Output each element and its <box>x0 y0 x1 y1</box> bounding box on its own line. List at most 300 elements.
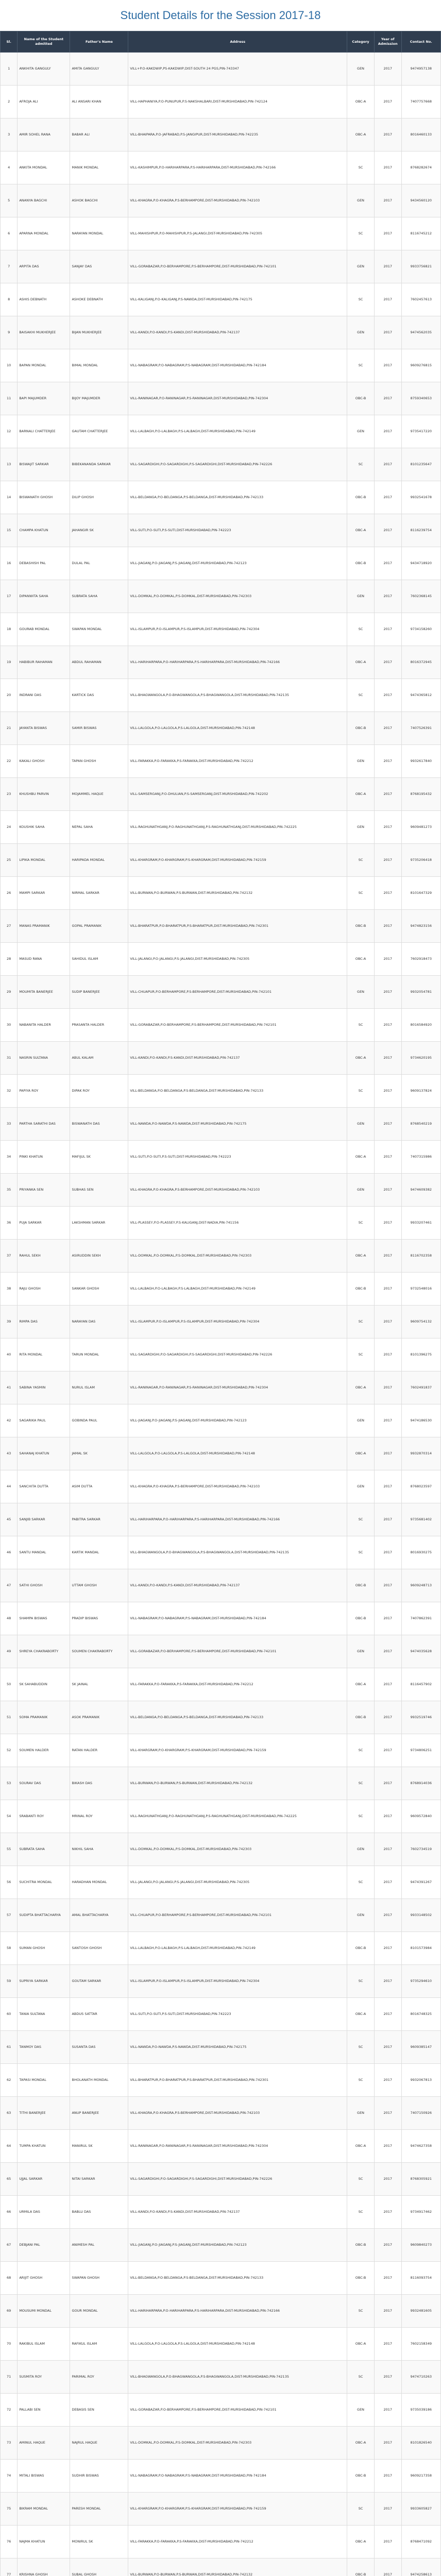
cell-student-name: MOUSUMI MONDAL <box>18 2295 70 2328</box>
cell-father-name: PARIMAL ROY <box>70 2361 128 2394</box>
cell-year: 2017 <box>374 2493 401 2526</box>
cell-father-name: MOJAMMEL HAQUE <box>70 778 128 811</box>
cell-address: VILL+P.O-KAKDWIP,PS-KAKDWIP,DIST-SOUTH 24 PGS,PIN-743347 <box>128 53 347 86</box>
cell-address: VILL-LALBAGH,P.O-LALBAGH,P.S-LALBAGH,DIST-MURSHIDABAD,PIN-742149 <box>128 415 347 448</box>
cell-category: OBC-A <box>347 1998 375 2031</box>
cell-contact: 9735681402 <box>401 1503 440 1536</box>
cell-father-name: SOUMEN CHAKRABORTY <box>70 1635 128 1668</box>
cell-address: VILL-LALBAGH,P.O-LALBAGH,P.S-LALBAGH,DIST-MURSHIDABAD,PIN-742149 <box>128 1932 347 1965</box>
cell-student-name: KHUSHBU PARVIN <box>18 778 70 811</box>
cell-address: VILL-HARIHARPARA,P.O-HARIHARPARA,P.S-HARIHARPARA,DIST-MURSHIDABAD,PIN-742166 <box>128 646 347 679</box>
cell-category: SC <box>347 2031 375 2064</box>
cell-student-name: SUMAN GHOSH <box>18 1932 70 1965</box>
cell-year: 2017 <box>374 2031 401 2064</box>
cell-father-name: JAMAL SK <box>70 1437 128 1470</box>
cell-student-name: TUMPA KHATUN <box>18 2130 70 2163</box>
cell-father-name: SWAPAN GHOSH <box>70 2262 128 2295</box>
table-row <box>1 2328 441 2361</box>
cell-address: VILL-RANINAGAR,P.O-RANINAGAR,P.S-RANINAGAR,DIST-MURSHIDABAD,PIN-742304 <box>128 382 347 415</box>
cell-contact: 7407150926 <box>401 2097 440 2130</box>
cell-sl: 6 <box>1 217 18 250</box>
cell-year: 2017 <box>374 679 401 712</box>
cell-address: VILL-RANINAGAR,P.O-RANINAGAR,P.S-RANINAGAR,DIST-MURSHIDABAD,PIN-742304 <box>128 1371 347 1404</box>
cell-contact: 8768282674 <box>401 151 440 184</box>
cell-year: 2017 <box>374 2295 401 2328</box>
cell-year: 2017 <box>374 1306 401 1338</box>
cell-year: 2017 <box>374 1800 401 1833</box>
cell-contact: 8768305921 <box>401 2163 440 2196</box>
cell-father-name: TAPAN GHOSH <box>70 745 128 778</box>
cell-sl: 7 <box>1 250 18 283</box>
cell-student-name: GOURAB MONDAL <box>18 613 70 646</box>
cell-address: VILL-LALGOLA,P.O-LALGOLA,P.S-LALGOLA,DIST-MURSHIDABAD,PIN-742148 <box>128 1437 347 1470</box>
cell-category: SC <box>347 1009 375 1042</box>
cell-address: VILL-SUTI,P.O-SUTI,P.S-SUTI,DIST-MURSHIDABAD,PIN-742223 <box>128 1998 347 2031</box>
table-row <box>1 2262 441 2295</box>
cell-year: 2017 <box>374 1998 401 2031</box>
cell-address: VILL-BHARATPUR,P.O-BHARATPUR,P.S-BHARATPUR,DIST-MURSHIDABAD,PIN-742301 <box>128 2064 347 2097</box>
cell-address: VILL-KANDI,P.O-KANDI,P.S-KANDI,DIST-MURSHIDABAD,PIN-742137 <box>128 2196 347 2229</box>
cell-contact: 8768540219 <box>401 1108 440 1141</box>
cell-father-name: HARADHAN MONDAL <box>70 1866 128 1899</box>
cell-year: 2017 <box>374 943 401 976</box>
cell-address: VILL-BURWAN,P.O-BURWAN,P.S-BURWAN,DIST-MURSHIDABAD,PIN-742132 <box>128 877 347 910</box>
cell-category: SC <box>347 1965 375 1998</box>
cell-year: 2017 <box>374 1965 401 1998</box>
header-category: Category <box>347 31 375 53</box>
cell-father-name: GOUTAM SARKAR <box>70 1965 128 1998</box>
cell-contact: 8016584920 <box>401 1009 440 1042</box>
cell-father-name: SUBHAS SEN <box>70 1174 128 1207</box>
table-row <box>1 217 441 250</box>
cell-contact: 7602918473 <box>401 943 440 976</box>
cell-category: SC <box>347 217 375 250</box>
cell-father-name: MONIRUL SK <box>70 2526 128 2558</box>
cell-contact: 8768195432 <box>401 778 440 811</box>
cell-sl: 23 <box>1 778 18 811</box>
cell-sl: 63 <box>1 2097 18 2130</box>
cell-father-name: UTTAM GHOSH <box>70 1569 128 1602</box>
cell-student-name: UJJAL SARKAR <box>18 2163 70 2196</box>
cell-year: 2017 <box>374 580 401 613</box>
table-row <box>1 415 441 448</box>
cell-address: VILL-LALGOLA,P.O-LALGOLA,P.S-LALGOLA,DIST-MURSHIDABAD,PIN-742148 <box>128 2328 347 2361</box>
cell-contact: 9474627358 <box>401 2130 440 2163</box>
cell-year: 2017 <box>374 415 401 448</box>
cell-contact: 9474609382 <box>401 1174 440 1207</box>
cell-year: 2017 <box>374 1833 401 1866</box>
cell-father-name: DIPAK ROY <box>70 1075 128 1108</box>
table-row <box>1 712 441 745</box>
cell-address: VILL-KHAGRA,P.O-KHAGRA,P.S-BERHAMPORE,DIST-MURSHIDABAD,PIN-742103 <box>128 184 347 217</box>
table-row <box>1 1734 441 1767</box>
cell-sl: 75 <box>1 2493 18 2526</box>
cell-sl: 43 <box>1 1437 18 1470</box>
table-row <box>1 1833 441 1866</box>
cell-contact: 9609481273 <box>401 811 440 844</box>
cell-sl: 32 <box>1 1075 18 1108</box>
cell-sl: 76 <box>1 2526 18 2558</box>
cell-contact: 9609137824 <box>401 1075 440 1108</box>
cell-category: SC <box>347 679 375 712</box>
table-row <box>1 1437 441 1470</box>
cell-sl: 61 <box>1 2031 18 2064</box>
table-row <box>1 745 441 778</box>
cell-sl: 4 <box>1 151 18 184</box>
header-address: Address <box>128 31 347 53</box>
cell-contact: 9732548016 <box>401 1273 440 1306</box>
table-row <box>1 646 441 679</box>
cell-address: VILL-NABAGRAM,P.O-NABAGRAM,P.S-NABAGRAM,DIST-MURSHIDABAD,PIN-742184 <box>128 349 347 382</box>
cell-contact: 9474391267 <box>401 1866 440 1899</box>
table-row <box>1 2427 441 2460</box>
cell-year: 2017 <box>374 2262 401 2295</box>
cell-student-name: KAKALI GHOSH <box>18 745 70 778</box>
table-row <box>1 580 441 613</box>
cell-category: SC <box>347 1800 375 1833</box>
cell-year: 2017 <box>374 2361 401 2394</box>
header-father-name: Father's Name <box>70 31 128 53</box>
cell-student-name: KOUSHIK SAHA <box>18 811 70 844</box>
cell-category: GEN <box>347 184 375 217</box>
cell-sl: 33 <box>1 1108 18 1141</box>
cell-category: GEN <box>347 1899 375 1932</box>
cell-father-name: ASIM DUTTA <box>70 1470 128 1503</box>
cell-sl: 73 <box>1 2427 18 2460</box>
cell-father-name: NARAYAN MONDAL <box>70 217 128 250</box>
cell-contact: 9933207461 <box>401 1207 440 1240</box>
cell-contact: 9735417220 <box>401 415 440 448</box>
cell-address: VILL-MAHISHPUR,P.O-MAHISHPUR,P.S-JALANGI,DIST-MURSHIDABAD,PIN-742305 <box>128 217 347 250</box>
cell-year: 2017 <box>374 1602 401 1635</box>
cell-student-name: DEBJANI PAL <box>18 2229 70 2262</box>
cell-sl: 72 <box>1 2394 18 2427</box>
cell-student-name: JAYANTA BISWAS <box>18 712 70 745</box>
cell-student-name: AMINUL HAQUE <box>18 2427 70 2460</box>
cell-student-name: SOURAV DAS <box>18 1767 70 1800</box>
cell-contact: 7407315986 <box>401 1141 440 1174</box>
cell-student-name: PRIYANKA SEN <box>18 1174 70 1207</box>
cell-year: 2017 <box>374 1042 401 1075</box>
cell-sl: 26 <box>1 877 18 910</box>
cell-father-name: BHOLANATH MONDAL <box>70 2064 128 2097</box>
cell-category: OBC-B <box>347 2229 375 2262</box>
cell-father-name: AMAL BHATTACHARYA <box>70 1899 128 1932</box>
student-details-table <box>0 31 441 2576</box>
cell-category: SC <box>347 844 375 877</box>
cell-address: VILL-SAMSERGANJ,P.O-DHULIAN,P.S-SAMSERGANJ,DIST-MURSHIDABAD,PIN-742202 <box>128 778 347 811</box>
table-row <box>1 1174 441 1207</box>
cell-address: VILL-BHAGWANGOLA,P.O-BHAGWANGOLA,P.S-BHAGWANGOLA,DIST-MURSHIDABAD,PIN-742135 <box>128 2361 347 2394</box>
table-row <box>1 1470 441 1503</box>
cell-address: VILL-FARAKKA,P.O-FARAKKA,P.S-FARAKKA,DIST-MURSHIDABAD,PIN-742212 <box>128 745 347 778</box>
table-row <box>1 943 441 976</box>
table-row <box>1 2229 441 2262</box>
cell-year: 2017 <box>374 2196 401 2229</box>
cell-year: 2017 <box>374 1536 401 1569</box>
cell-year: 2017 <box>374 1635 401 1668</box>
cell-student-name: BAPAN MONDAL <box>18 349 70 382</box>
cell-category: OBC-B <box>347 712 375 745</box>
cell-address: VILL-DOMKAL,P.O-DOMKAL,P.S-DOMKAL,DIST-MURSHIDABAD,PIN-742303 <box>128 2427 347 2460</box>
cell-student-name: DEBASHISH PAL <box>18 547 70 580</box>
table-row <box>1 2361 441 2394</box>
cell-father-name: GOUR MONDAL <box>70 2295 128 2328</box>
cell-contact: 9932519746 <box>401 1701 440 1734</box>
cell-year: 2017 <box>374 778 401 811</box>
cell-student-name: BARNALI CHATTERJEE <box>18 415 70 448</box>
cell-father-name: BIMAL MONDAL <box>70 349 128 382</box>
cell-sl: 74 <box>1 2460 18 2493</box>
cell-student-name: LIPIKA MONDAL <box>18 844 70 877</box>
cell-sl: 30 <box>1 1009 18 1042</box>
cell-category: OBC-B <box>347 547 375 580</box>
cell-contact: 8101235647 <box>401 448 440 481</box>
table-row <box>1 910 441 943</box>
cell-sl: 66 <box>1 2196 18 2229</box>
cell-contact: 8016460133 <box>401 118 440 151</box>
cell-sl: 59 <box>1 1965 18 1998</box>
cell-address: VILL-KHARGRAM,P.O-KHARGRAM,P.S-KHARGRAM,DIST-MURSHIDABAD,PIN-742159 <box>128 1734 347 1767</box>
cell-father-name: ANIMESH PAL <box>70 2229 128 2262</box>
cell-sl: 38 <box>1 1273 18 1306</box>
cell-sl: 14 <box>1 481 18 514</box>
cell-student-name: SHAMPA BISWAS <box>18 1602 70 1635</box>
cell-father-name: ASHOKE DEBNATH <box>70 283 128 316</box>
cell-category: SC <box>347 1866 375 1899</box>
cell-year: 2017 <box>374 217 401 250</box>
table-row <box>1 2163 441 2196</box>
cell-student-name: SOMA PRAMANIK <box>18 1701 70 1734</box>
cell-student-name: SANJIB SARKAR <box>18 1503 70 1536</box>
cell-category: OBC-B <box>347 2262 375 2295</box>
cell-contact: 9474258613 <box>401 2558 440 2576</box>
cell-year: 2017 <box>374 1174 401 1207</box>
cell-father-name: SUBRATA SAHA <box>70 580 128 613</box>
cell-sl: 48 <box>1 1602 18 1635</box>
table-row <box>1 382 441 415</box>
cell-student-name: ASHIS DEBNATH <box>18 283 70 316</box>
cell-address: VILL-BELDANGA,P.O-BELDANGA,P.S-BELDANGA,DIST-MURSHIDABAD,PIN-742133 <box>128 1075 347 1108</box>
table-row <box>1 2394 441 2427</box>
cell-address: VILL-ISLAMPUR,P.O-ISLAMPUR,P.S-ISLAMPUR,DIST-MURSHIDABAD,PIN-742304 <box>128 1965 347 1998</box>
cell-year: 2017 <box>374 2394 401 2427</box>
cell-contact: 8116702358 <box>401 1240 440 1273</box>
cell-category: SC <box>347 2295 375 2328</box>
cell-category: SC <box>347 2361 375 2394</box>
cell-year: 2017 <box>374 151 401 184</box>
cell-student-name: SUSMITA ROY <box>18 2361 70 2394</box>
cell-sl: 36 <box>1 1207 18 1240</box>
table-row <box>1 1602 441 1635</box>
cell-contact: 8116457902 <box>401 1668 440 1701</box>
header-student-name: Name of the Student admitted <box>18 31 70 53</box>
cell-address: VILL-KHAGRA,P.O-KHAGRA,P.S-BERHAMPORE,DIST-MURSHIDABAD,PIN-742103 <box>128 2097 347 2130</box>
cell-category: OBC-A <box>347 2427 375 2460</box>
cell-address: VILL-KANDI,P.O-KANDI,P.S-KANDI,DIST-MURSHIDABAD,PIN-742137 <box>128 1042 347 1075</box>
cell-address: VILL-DOMKAL,P.O-DOMKAL,P.S-DOMKAL,DIST-MURSHIDABAD,PIN-742303 <box>128 1833 347 1866</box>
cell-father-name: KARTIK MANDAL <box>70 1536 128 1569</box>
cell-year: 2017 <box>374 86 401 118</box>
cell-father-name: ALI ANSARI KHAN <box>70 86 128 118</box>
cell-address: VILL-LALGOLA,P.O-LALGOLA,P.S-LALGOLA,DIST-MURSHIDABAD,PIN-742148 <box>128 712 347 745</box>
cell-category: GEN <box>347 1174 375 1207</box>
cell-contact: 8016930275 <box>401 1536 440 1569</box>
cell-address: VILL-HARIHARPARA,P.O-HARIHARPARA,P.S-HARIHARPARA,DIST-MURSHIDABAD,PIN-742166 <box>128 2295 347 2328</box>
cell-sl: 62 <box>1 2064 18 2097</box>
cell-year: 2017 <box>374 877 401 910</box>
cell-year: 2017 <box>374 2328 401 2361</box>
cell-address: VILL-BELDANGA,P.O-BELDANGA,P.S-BELDANGA,DIST-MURSHIDABAD,PIN-742133 <box>128 1701 347 1734</box>
cell-contact: 8101647329 <box>401 877 440 910</box>
cell-student-name: SAGARIKA PAUL <box>18 1404 70 1437</box>
cell-category: SC <box>347 1503 375 1536</box>
cell-address: VILL-SAGARDIGHI,P.O-SAGARDIGHI,P.S-SAGARDIGHI,DIST-MURSHIDABAD,PIN-742226 <box>128 448 347 481</box>
cell-student-name: SUCHITRA MONDAL <box>18 1866 70 1899</box>
cell-student-name: SABINA YASMIN <box>18 1371 70 1404</box>
cell-sl: 47 <box>1 1569 18 1602</box>
cell-category: SC <box>347 2163 375 2196</box>
cell-address: VILL-GORABAZAR,P.O-BERHAMPORE,P.S-BERHAMPORE,DIST-MURSHIDABAD,PIN-742101 <box>128 250 347 283</box>
cell-year: 2017 <box>374 1009 401 1042</box>
cell-sl: 11 <box>1 382 18 415</box>
cell-contact: 9474365812 <box>401 679 440 712</box>
cell-category: OBC-B <box>347 1701 375 1734</box>
cell-student-name: BIKRAM MONDAL <box>18 2493 70 2526</box>
cell-contact: 9474186530 <box>401 1404 440 1437</box>
cell-category: SC <box>347 448 375 481</box>
header-year: Year of Admission <box>374 31 401 53</box>
cell-contact: 7602158349 <box>401 2328 440 2361</box>
cell-contact: 9474562035 <box>401 316 440 349</box>
table-row <box>1 679 441 712</box>
cell-category: OBC-B <box>347 2460 375 2493</box>
cell-father-name: SUDIP BANERJEE <box>70 976 128 1009</box>
table-row <box>1 2097 441 2130</box>
cell-address: VILL-FARAKKA,P.O-FARAKKA,P.S-FARAKKA,DIST-MURSHIDABAD,PIN-742212 <box>128 1668 347 1701</box>
table-row <box>1 2558 441 2576</box>
cell-student-name: RITA MONDAL <box>18 1338 70 1371</box>
cell-contact: 9735039186 <box>401 2394 440 2427</box>
header-contact: Contact No. <box>401 31 440 53</box>
cell-contact: 9474957138 <box>401 53 440 86</box>
cell-sl: 27 <box>1 910 18 943</box>
cell-year: 2017 <box>374 349 401 382</box>
table-row <box>1 1899 441 1932</box>
cell-year: 2017 <box>374 1240 401 1273</box>
cell-sl: 16 <box>1 547 18 580</box>
cell-category: GEN <box>347 1404 375 1437</box>
cell-category: SC <box>347 2064 375 2097</box>
cell-student-name: RAJU GHOSH <box>18 1273 70 1306</box>
table-row <box>1 1207 441 1240</box>
cell-contact: 9474710263 <box>401 2361 440 2394</box>
table-row <box>1 1668 441 1701</box>
cell-year: 2017 <box>374 1108 401 1141</box>
cell-contact: 9609572840 <box>401 1800 440 1833</box>
cell-father-name: BIKASH DAS <box>70 1767 128 1800</box>
cell-category: OBC-A <box>347 1668 375 1701</box>
cell-address: VILL-ISLAMPUR,P.O-ISLAMPUR,P.S-ISLAMPUR,DIST-MURSHIDABAD,PIN-742304 <box>128 1306 347 1338</box>
table-row <box>1 2196 441 2229</box>
cell-contact: 8101396275 <box>401 1338 440 1371</box>
cell-student-name: BAISAKHI MUKHERJEE <box>18 316 70 349</box>
cell-sl: 9 <box>1 316 18 349</box>
cell-contact: 9734620195 <box>401 1042 440 1075</box>
cell-year: 2017 <box>374 1668 401 1701</box>
cell-category: OBC-A <box>347 514 375 547</box>
cell-sl: 71 <box>1 2361 18 2394</box>
cell-sl: 20 <box>1 679 18 712</box>
cell-category: SC <box>347 1338 375 1371</box>
cell-year: 2017 <box>374 1207 401 1240</box>
cell-father-name: SANTOSH GHOSH <box>70 1932 128 1965</box>
table-row <box>1 547 441 580</box>
cell-category: SC <box>347 613 375 646</box>
cell-sl: 17 <box>1 580 18 613</box>
cell-category: OBC-B <box>347 1273 375 1306</box>
cell-contact: 9734917462 <box>401 2196 440 2229</box>
cell-year: 2017 <box>374 1734 401 1767</box>
cell-contact: 8116093754 <box>401 2262 440 2295</box>
cell-address: VILL-DOMKAL,P.O-DOMKAL,P.S-DOMKAL,DIST-MURSHIDABAD,PIN-742303 <box>128 580 347 613</box>
cell-sl: 29 <box>1 976 18 1009</box>
table-row <box>1 1273 441 1306</box>
table-row <box>1 1306 441 1338</box>
cell-address: VILL-KANDI,P.O-KANDI,P.S-KANDI,DIST-MURSHIDABAD,PIN-742137 <box>128 1569 347 1602</box>
cell-category: SC <box>347 877 375 910</box>
cell-category: OBC-B <box>347 910 375 943</box>
cell-year: 2017 <box>374 1141 401 1174</box>
cell-father-name: NIKHIL SAHA <box>70 1833 128 1866</box>
header-sl: Sl. <box>1 31 18 53</box>
table-row <box>1 151 441 184</box>
cell-year: 2017 <box>374 2130 401 2163</box>
cell-address: VILL-KHAGRA,P.O-KHAGRA,P.S-BERHAMPORE,DIST-MURSHIDABAD,PIN-742103 <box>128 1470 347 1503</box>
cell-category: GEN <box>347 1833 375 1866</box>
cell-contact: 8768023597 <box>401 1470 440 1503</box>
cell-sl: 60 <box>1 1998 18 2031</box>
cell-contact: 9434718920 <box>401 547 440 580</box>
cell-sl: 41 <box>1 1371 18 1404</box>
cell-year: 2017 <box>374 2460 401 2493</box>
cell-contact: 9932067813 <box>401 2064 440 2097</box>
cell-category: OBC-B <box>347 382 375 415</box>
cell-sl: 2 <box>1 86 18 118</box>
cell-contact: 9609276815 <box>401 349 440 382</box>
cell-year: 2017 <box>374 2427 401 2460</box>
cell-contact: 7602368145 <box>401 580 440 613</box>
cell-student-name: SATHI GHOSH <box>18 1569 70 1602</box>
cell-address: VILL-NABAGRAM,P.O-NABAGRAM,P.S-NABAGRAM,DIST-MURSHIDABAD,PIN-742184 <box>128 1602 347 1635</box>
table-row <box>1 1075 441 1108</box>
cell-student-name: DIPANWITA SAHA <box>18 580 70 613</box>
cell-contact: 8116745212 <box>401 217 440 250</box>
cell-address: VILL-DOMKAL,P.O-DOMKAL,P.S-DOMKAL,DIST-MURSHIDABAD,PIN-742303 <box>128 1240 347 1273</box>
cell-sl: 40 <box>1 1338 18 1371</box>
cell-year: 2017 <box>374 1866 401 1899</box>
cell-father-name: KARTICK DAS <box>70 679 128 712</box>
cell-address: VILL-JALANGI,P.O-JALANGI,P.S-JALANGI,DIST-MURSHIDABAD,PIN-742305 <box>128 1866 347 1899</box>
cell-address: VILL-BHAIPARA,P.O-JAFRABAD,P.S-JANGIPUR,DIST-MURSHIDABAD,PIN-742235 <box>128 118 347 151</box>
cell-contact: 9932541678 <box>401 481 440 514</box>
table-row <box>1 2493 441 2526</box>
cell-category: GEN <box>347 2394 375 2427</box>
cell-student-name: TANMOY DAS <box>18 2031 70 2064</box>
cell-category: OBC-A <box>347 778 375 811</box>
cell-year: 2017 <box>374 1767 401 1800</box>
cell-father-name: RATAN HALDER <box>70 1734 128 1767</box>
